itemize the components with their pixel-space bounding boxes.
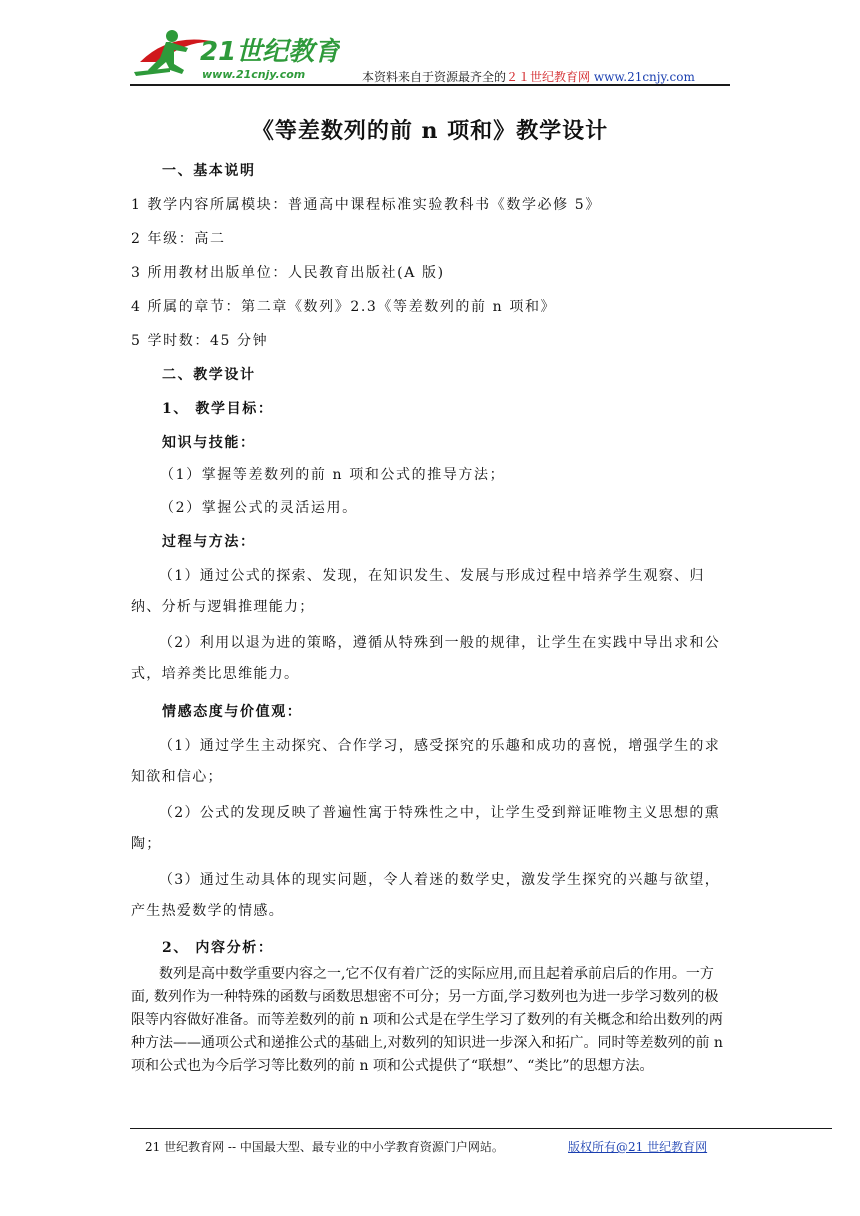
- knowledge-skills-heading: 知识与技能：: [162, 435, 256, 451]
- basic-info-item: 4 所属的章节：第二章《数列》2.3《等差数列的前 n 项和》: [131, 299, 557, 315]
- footer-divider: [130, 1128, 832, 1129]
- teaching-goals-heading: 1、 教学目标：: [162, 401, 274, 417]
- section-basic-info-heading: 一、基本说明: [162, 163, 256, 179]
- process-item: （1）通过公式的探索、发现，在知识发生、发展与形成过程中培养学生观察、归纳、分析与逻辑推理能力；: [131, 568, 705, 615]
- document-title: 《等差数列的前 n 项和》教学设计: [251, 118, 609, 144]
- knowledge-item: （1）掌握等差数列的前 n 项和公式的推导方法；: [160, 467, 506, 483]
- emotion-item: （2）公式的发现反映了普遍性寓于特殊性之中，让学生受到辩证唯物主义思想的熏陶；: [131, 805, 721, 852]
- content-analysis-paragraph: 数列是高中数学重要内容之一,它不仅有着广泛的实际应用,而且起着承前启后的作用。一方面, 数列作为一种特殊的函数与函数思想密不可分；另一方面,学习数列也为进一步学习数列的极限等内容做好准备。而等差数列的前 n 项和公式是在学生学习了数列的有关概念和给出数列的两种方法——通项公式和递推公式的基础上,对数列的知识进一步深入和拓广。同时等差数列的前 n 项和公式也为今后学习等比数列的前 n 项和公式提供了“联想”、“类比”的思想方法。: [131, 966, 723, 1074]
- header-site-link[interactable]: ２１世纪教育网: [506, 70, 591, 84]
- logo-text: 21世纪教育: [200, 37, 340, 67]
- header-note-prefix: 本资料来自于资源最齐全的: [362, 70, 507, 84]
- emotion-item: （1）通过学生主动探究、合作学习，感受探究的乐趣和成功的喜悦，增强学生的求知欲和信心；: [131, 738, 721, 785]
- process-methods-heading: 过程与方法：: [162, 534, 256, 550]
- header-divider: [130, 84, 730, 86]
- emotion-values-heading: 情感态度与价值观：: [162, 704, 303, 720]
- knowledge-item: （2）掌握公式的灵活运用。: [160, 500, 358, 516]
- content-analysis-heading: 2、 内容分析：: [162, 940, 274, 956]
- footer-text: 21 世纪教育网 -- 中国最大型、最专业的中小学教育资源门户网站。: [145, 1140, 504, 1154]
- basic-info-item: 1 教学内容所属模块：普通高中课程标准实验教科书《数学必修 5》: [131, 197, 601, 213]
- runner-logo-icon: [130, 22, 340, 86]
- site-logo[interactable]: [130, 22, 340, 86]
- emotion-item: （3）通过生动具体的现实问题，令人着迷的数学史，激发学生探究的兴趣与欲望，产生热爱数学的情感。: [131, 872, 721, 919]
- header-url-link[interactable]: www.21cnjy.com: [593, 70, 695, 84]
- basic-info-item: 2 年级：高二: [131, 231, 226, 247]
- footer-copyright-link[interactable]: 版权所有@21 世纪教育网: [568, 1140, 708, 1154]
- header-source-note: [362, 68, 695, 85]
- section-teaching-design-heading: 二、教学设计: [162, 367, 256, 383]
- logo-url: www.21cnjy.com: [202, 68, 306, 81]
- basic-info-item: 3 所用教材出版单位：人民教育出版社(A 版): [131, 265, 445, 281]
- basic-info-item: 5 学时数：45 分钟: [131, 333, 269, 349]
- page-header: [130, 22, 730, 86]
- process-item: （2）利用以退为进的策略，遵循从特殊到一般的规律，让学生在实践中导出求和公式，培养类比思维能力。: [131, 635, 721, 682]
